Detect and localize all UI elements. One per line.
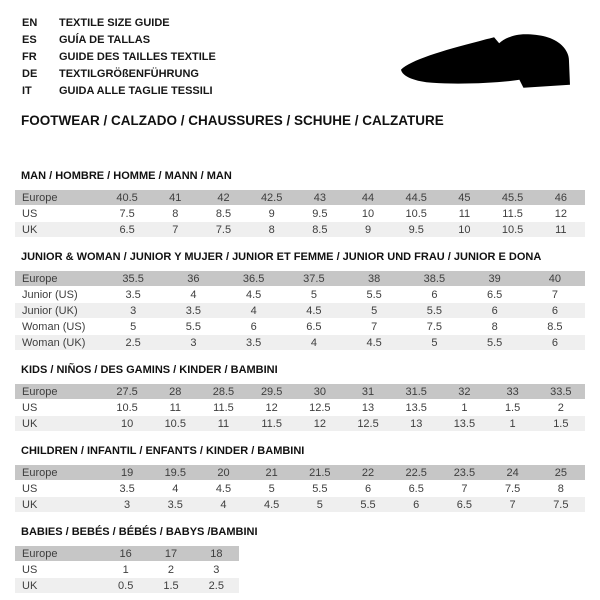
size-cell: 37.5: [284, 271, 344, 286]
size-cell: 23.5: [440, 465, 488, 480]
table-row: [15, 303, 585, 318]
size-cell: 1: [103, 562, 148, 577]
size-cell: 36: [163, 271, 223, 286]
size-cell: 38: [344, 271, 404, 286]
table-row: [15, 578, 239, 593]
size-cell: 7: [525, 287, 585, 302]
row-label: Woman (UK): [15, 335, 103, 350]
size-cell: 19: [103, 465, 151, 480]
size-cell: 4: [151, 481, 199, 496]
size-section-junior-woman: [15, 251, 585, 351]
size-cell: 4.5: [199, 481, 247, 496]
size-cell: 11: [537, 222, 585, 237]
size-cell: 2: [537, 400, 585, 415]
size-cell: 3.5: [151, 497, 199, 512]
size-tables: [15, 170, 585, 594]
size-cell: 6.5: [284, 319, 344, 334]
size-cell: 5.5: [344, 287, 404, 302]
language-title: TEXTILGRÖßENFÜHRUNG: [59, 68, 199, 80]
language-code: EN: [22, 17, 38, 29]
size-cell: 6.5: [465, 287, 525, 302]
size-section-babies: [15, 526, 585, 594]
size-table-babies: [15, 545, 239, 594]
size-cell: 7: [151, 222, 199, 237]
size-cell: 1.5: [489, 400, 537, 415]
size-cell: 6.5: [440, 497, 488, 512]
size-cell: 12.5: [344, 416, 392, 431]
size-cell: 6: [344, 481, 392, 496]
row-label: US: [15, 481, 103, 496]
size-table-junior-woman: [15, 270, 585, 351]
row-label: Woman (US): [15, 319, 103, 334]
language-code: ES: [22, 34, 37, 46]
size-cell: 10: [103, 416, 151, 431]
size-cell: 6: [465, 303, 525, 318]
table-row: [15, 416, 585, 431]
size-cell: 27.5: [103, 384, 151, 399]
row-label: UK: [15, 416, 103, 431]
size-cell: 7: [440, 481, 488, 496]
table-row: [15, 319, 585, 334]
size-cell: 9.5: [392, 222, 440, 237]
size-cell: 2: [148, 562, 193, 577]
size-cell: 10: [440, 222, 488, 237]
size-cell: 8.5: [525, 319, 585, 334]
size-cell: 5: [103, 319, 163, 334]
size-cell: 6.5: [392, 481, 440, 496]
size-section-children: [15, 445, 585, 513]
size-cell: 3: [163, 335, 223, 350]
size-table-kids: [15, 383, 585, 432]
language-title: GUÍA DE TALLAS: [59, 34, 151, 46]
row-label: Europe: [15, 271, 103, 286]
size-cell: 43: [296, 190, 344, 205]
language-code: DE: [22, 68, 38, 80]
row-label: UK: [15, 578, 103, 593]
section-title: CHILDREN / INFANTIL / ENFANTS / KINDER / BAMBINI: [21, 445, 305, 457]
size-cell: 11: [199, 416, 247, 431]
size-cell: 8.5: [199, 206, 247, 221]
size-cell: 8: [537, 481, 585, 496]
size-cell: 9: [344, 222, 392, 237]
size-cell: 2.5: [194, 578, 239, 593]
size-cell: 5.5: [163, 319, 223, 334]
table-row: [15, 206, 585, 221]
size-cell: 11: [440, 206, 488, 221]
size-cell: 17: [148, 546, 193, 561]
size-cell: 22.5: [392, 465, 440, 480]
size-cell: 12: [248, 400, 296, 415]
size-cell: 3.5: [224, 335, 284, 350]
section-title: JUNIOR & WOMAN / JUNIOR Y MUJER / JUNIOR ET FEMME / JUNIOR UND FRAU / JUNIOR E DONA: [21, 251, 542, 263]
size-cell: 7: [344, 319, 404, 334]
size-cell: 6: [224, 319, 284, 334]
size-cell: 9: [248, 206, 296, 221]
size-cell: 24: [489, 465, 537, 480]
size-cell: 4.5: [344, 335, 404, 350]
size-cell: 3.5: [103, 481, 151, 496]
table-row: [15, 271, 585, 286]
size-cell: 4.5: [248, 497, 296, 512]
row-label: Europe: [15, 546, 103, 561]
table-row: [15, 497, 585, 512]
size-cell: 7.5: [489, 481, 537, 496]
size-cell: 9.5: [296, 206, 344, 221]
table-row: [15, 384, 585, 399]
size-cell: 3: [103, 303, 163, 318]
table-row: [15, 400, 585, 415]
size-table-children: [15, 464, 585, 513]
table-row: [15, 481, 585, 496]
size-cell: 5: [248, 481, 296, 496]
row-label: US: [15, 206, 103, 221]
size-cell: 4.5: [224, 287, 284, 302]
size-cell: 42: [199, 190, 247, 205]
size-cell: 7: [489, 497, 537, 512]
size-cell: 7.5: [199, 222, 247, 237]
size-cell: 28.5: [199, 384, 247, 399]
size-cell: 20: [199, 465, 247, 480]
language-title: TEXTILE SIZE GUIDE: [59, 17, 170, 29]
size-cell: 4: [199, 497, 247, 512]
size-cell: 10.5: [103, 400, 151, 415]
table-row: [15, 335, 585, 350]
table-row: [15, 287, 585, 302]
size-cell: 10: [344, 206, 392, 221]
table-row: [15, 562, 239, 577]
size-cell: 6: [525, 303, 585, 318]
size-cell: 4.5: [284, 303, 344, 318]
size-cell: 8: [465, 319, 525, 334]
size-cell: 10.5: [151, 416, 199, 431]
size-cell: 5: [296, 497, 344, 512]
size-cell: 13: [392, 416, 440, 431]
size-cell: 7.5: [103, 206, 151, 221]
size-cell: 2.5: [103, 335, 163, 350]
size-cell: 4: [224, 303, 284, 318]
row-label: Junior (US): [15, 287, 103, 302]
row-label: Europe: [15, 384, 103, 399]
size-cell: 22: [344, 465, 392, 480]
table-row: [15, 546, 239, 561]
size-cell: 33: [489, 384, 537, 399]
row-label: Junior (UK): [15, 303, 103, 318]
size-cell: 30: [296, 384, 344, 399]
size-cell: 8: [151, 206, 199, 221]
size-cell: 44.5: [392, 190, 440, 205]
size-cell: 45: [440, 190, 488, 205]
size-cell: 5.5: [404, 303, 464, 318]
size-cell: 5.5: [344, 497, 392, 512]
language-title: GUIDE DES TAILLES TEXTILE: [59, 51, 216, 63]
size-cell: 1.5: [537, 416, 585, 431]
size-cell: 18: [194, 546, 239, 561]
category-line: FOOTWEAR / CALZADO / CHAUSSURES / SCHUHE / CALZATURE: [21, 113, 444, 128]
size-cell: 28: [151, 384, 199, 399]
language-code: IT: [22, 85, 32, 97]
row-label: UK: [15, 222, 103, 237]
table-row: [15, 190, 585, 205]
size-cell: 36.5: [224, 271, 284, 286]
size-cell: 7.5: [537, 497, 585, 512]
size-cell: 41: [151, 190, 199, 205]
size-cell: 25: [537, 465, 585, 480]
size-cell: 10.5: [392, 206, 440, 221]
size-cell: 5: [404, 335, 464, 350]
size-cell: 1: [440, 400, 488, 415]
size-cell: 42.5: [248, 190, 296, 205]
row-label: Europe: [15, 190, 103, 205]
size-cell: 12: [537, 206, 585, 221]
size-cell: 1.5: [148, 578, 193, 593]
size-cell: 5: [344, 303, 404, 318]
section-title: MAN / HOMBRE / HOMME / MANN / MAN: [21, 170, 232, 182]
size-cell: 10.5: [489, 222, 537, 237]
row-label: US: [15, 400, 103, 415]
size-cell: 13.5: [440, 416, 488, 431]
size-cell: 32: [440, 384, 488, 399]
size-cell: 11.5: [489, 206, 537, 221]
size-cell: 31: [344, 384, 392, 399]
size-cell: 8.5: [296, 222, 344, 237]
size-cell: 11.5: [199, 400, 247, 415]
section-title: KIDS / NIÑOS / DES GAMINS / KINDER / BAMBINI: [21, 364, 278, 376]
table-row: [15, 465, 585, 480]
size-cell: 33.5: [537, 384, 585, 399]
size-cell: 3.5: [103, 287, 163, 302]
row-label: UK: [15, 497, 103, 512]
size-table-man: [15, 189, 585, 238]
size-section-man: [15, 170, 585, 238]
size-cell: 19.5: [151, 465, 199, 480]
size-cell: 46: [537, 190, 585, 205]
size-cell: 1: [489, 416, 537, 431]
size-cell: 6.5: [103, 222, 151, 237]
table-row: [15, 222, 585, 237]
size-cell: 3: [103, 497, 151, 512]
size-cell: 29.5: [248, 384, 296, 399]
size-cell: 5: [284, 287, 344, 302]
size-cell: 5.5: [465, 335, 525, 350]
size-cell: 3: [194, 562, 239, 577]
language-code: FR: [22, 51, 37, 63]
size-cell: 11: [151, 400, 199, 415]
size-cell: 8: [248, 222, 296, 237]
size-cell: 7.5: [404, 319, 464, 334]
size-cell: 40.5: [103, 190, 151, 205]
size-cell: 39: [465, 271, 525, 286]
row-label: Europe: [15, 465, 103, 480]
language-row: [22, 15, 585, 32]
size-cell: 38.5: [404, 271, 464, 286]
size-cell: 44: [344, 190, 392, 205]
size-cell: 45.5: [489, 190, 537, 205]
size-cell: 6: [392, 497, 440, 512]
size-cell: 6: [404, 287, 464, 302]
size-cell: 5.5: [296, 481, 344, 496]
size-cell: 11.5: [248, 416, 296, 431]
size-cell: 35.5: [103, 271, 163, 286]
size-cell: 3.5: [163, 303, 223, 318]
row-label: US: [15, 562, 103, 577]
dress-shoe-icon: [400, 33, 572, 89]
size-cell: 4: [163, 287, 223, 302]
section-title: BABIES / BEBÉS / BÉBÉS / BABYS /BAMBINI: [21, 526, 258, 538]
size-cell: 6: [525, 335, 585, 350]
size-cell: 4: [284, 335, 344, 350]
size-cell: 40: [525, 271, 585, 286]
size-cell: 31.5: [392, 384, 440, 399]
size-cell: 0.5: [103, 578, 148, 593]
size-section-kids: [15, 364, 585, 432]
size-cell: 21: [248, 465, 296, 480]
size-cell: 13: [344, 400, 392, 415]
size-cell: 21.5: [296, 465, 344, 480]
language-title: GUIDA ALLE TAGLIE TESSILI: [59, 85, 213, 97]
size-cell: 12.5: [296, 400, 344, 415]
size-cell: 13.5: [392, 400, 440, 415]
size-cell: 16: [103, 546, 148, 561]
size-cell: 12: [296, 416, 344, 431]
header: [15, 15, 585, 128]
